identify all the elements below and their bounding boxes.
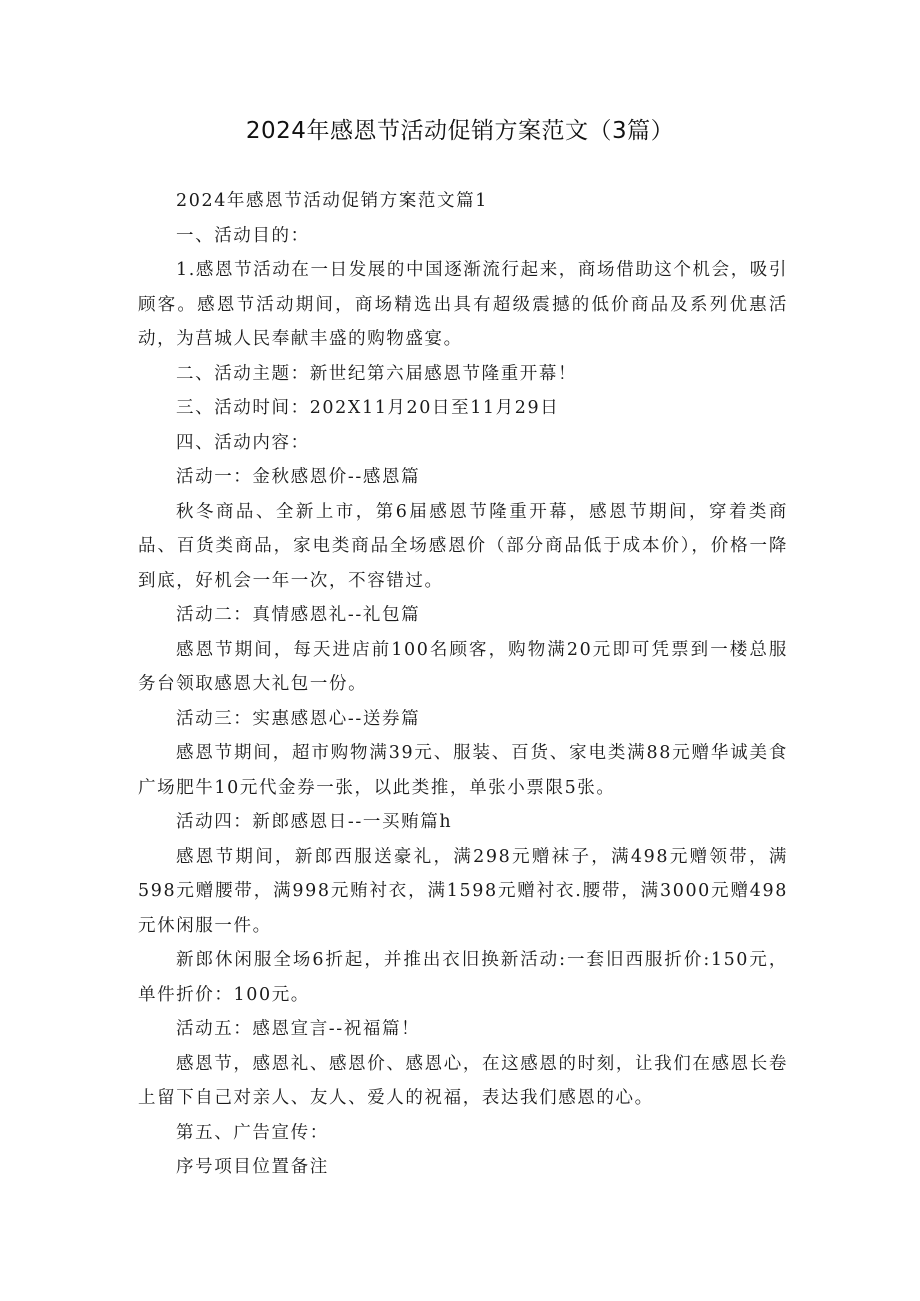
paragraph: 活动二：真情感恩礼--礼包篇	[176, 605, 421, 625]
paragraph: 新郎休闲服全场6折起，并推出衣旧换新活动:一套旧西服折价:150元，单件折价：100元。	[138, 950, 788, 1005]
paragraph: 活动一：金秋感恩价--感恩篇	[176, 467, 421, 487]
paragraph: 1.感恩节活动在一日发展的中国逐渐流行起来，商场借助这个机会，吸引顾客。感恩节活动期间，商场精选出具有超级震撼的低价商品及系列优惠活动，为莒城人民奉献丰盛的购物盛宴。	[138, 260, 788, 349]
document-body	[138, 184, 788, 1185]
document-title: 2024年感恩节活动促销方案范文（3篇）	[245, 118, 675, 144]
paragraph: 序号项目位置备注	[176, 1157, 329, 1177]
paragraph: 感恩节期间，超市购物满39元、服装、百货、家电类满88元赠华诚美食广场肥牛10元代金券一张，以此类推，单张小票限5张。	[138, 743, 788, 798]
paragraph: 活动五：感恩宣言--祝福篇！	[176, 1019, 421, 1039]
paragraph: 感恩节期间，新郎西服送豪礼，满298元赠袜子，满498元赠领带，满598元赠腰带，满998元贿衬衣，满1598元赠衬衣.腰带，满3000元赠498元休闲服一件。	[138, 846, 788, 936]
section-heading: 2024年感恩节活动促销方案范文篇1	[176, 191, 488, 211]
paragraph: 三、活动时间：202X11月20日至11月29日	[176, 398, 560, 418]
paragraph: 二、活动主题：新世纪第六届感恩节隆重开幕！	[176, 363, 578, 384]
paragraph: 感恩节，感恩礼、感恩价、感恩心，在这感恩的时刻，让我们在感恩长卷上留下自己对亲人、友人、爱人的祝福，表达我们感恩的心。	[138, 1053, 788, 1108]
paragraph: 一、活动目的：	[176, 225, 310, 246]
paragraph: 第五、广告宣传：	[176, 1122, 329, 1143]
paragraph: 活动四：新郎感恩日--一买贿篇h	[176, 812, 453, 832]
paragraph: 感恩节期间，每天进店前100名顾客，购物满20元即可凭票到一楼总服务台领取感恩大礼包一份。	[138, 639, 788, 694]
paragraph: 活动三：实惠感恩心--送券篇	[176, 708, 421, 729]
paragraph: 秋冬商品、全新上市，第6届感恩节隆重开幕，感恩节期间，穿着类商品、百货类商品，家电类商品全场感恩价（部分商品低于成本价），价格一降到底，好机会一年一次，不容错过。	[138, 501, 788, 591]
paragraph: 四、活动内容：	[176, 432, 310, 453]
